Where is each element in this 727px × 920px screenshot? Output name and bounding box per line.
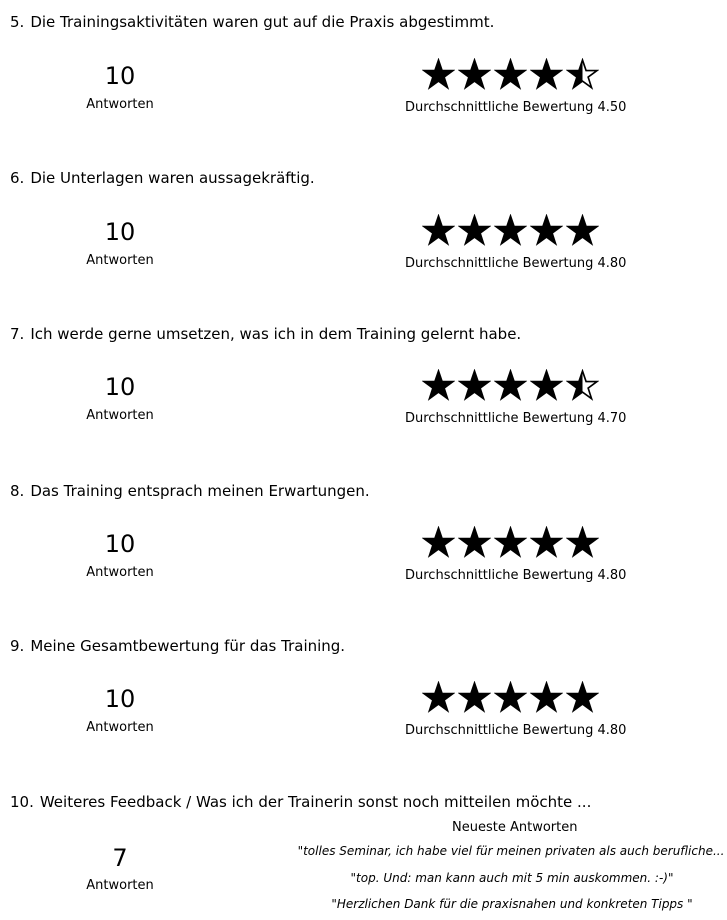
response-count-label: Antworten: [86, 408, 154, 423]
question-number: 6.: [10, 169, 25, 187]
response-count: 7: [112, 844, 128, 872]
response-count-label: Antworten: [86, 720, 154, 735]
star-icon: [422, 681, 455, 714]
star-icon: [530, 58, 563, 91]
response-count-label: Antworten: [86, 253, 154, 268]
star-rating: [422, 369, 599, 405]
star-icon: [458, 214, 491, 247]
star-icon: [494, 681, 527, 714]
response-count: 10: [104, 530, 136, 558]
star-rating: [422, 214, 599, 250]
question-text: Weiteres Feedback / Was ich der Trainerin sonst noch mitteilen möchte ...: [39, 793, 592, 811]
star-icon: [494, 526, 527, 559]
response-count: 10: [104, 62, 136, 90]
star-icon: [530, 526, 563, 559]
question-number: 9.: [10, 637, 25, 655]
question-text: Die Unterlagen waren aussagekräftig.: [30, 169, 315, 187]
question-text: Das Training entsprach meinen Erwartungen.: [30, 482, 370, 500]
question-number: 5.: [10, 13, 25, 31]
question-10: [10, 792, 591, 812]
half-star-icon: [566, 58, 599, 91]
half-star-icon: [566, 369, 599, 402]
question-9: [10, 636, 345, 656]
average-rating-label: Durchschnittliche Bewertung 4.70: [405, 411, 627, 426]
response-count-label: Antworten: [86, 565, 154, 580]
question-text: Ich werde gerne umsetzen, was ich in dem Training gelernt habe.: [30, 325, 522, 343]
feedback-comment: "top. Und: man kann auch mit 5 min auskommen. :-)": [350, 871, 674, 885]
response-count: 10: [104, 218, 136, 246]
star-icon: [458, 681, 491, 714]
star-icon: [566, 526, 599, 559]
response-count-label: Antworten: [86, 97, 154, 112]
star-icon: [530, 681, 563, 714]
star-icon: [566, 214, 599, 247]
question-number: 10.: [10, 793, 34, 811]
response-count-label: Antworten: [86, 878, 154, 893]
question-5: [10, 12, 494, 32]
feedback-comment: "Herzlichen Dank für die praxisnahen und konkreten Tipps ": [331, 897, 693, 911]
question-number: 7.: [10, 325, 25, 343]
star-icon: [422, 214, 455, 247]
question-number: 8.: [10, 482, 25, 500]
question-8: [10, 481, 370, 501]
question-text: Meine Gesamtbewertung für das Training.: [30, 637, 346, 655]
star-rating: [422, 681, 599, 717]
average-rating-label: Durchschnittliche Bewertung 4.80: [405, 256, 627, 271]
average-rating-label: Durchschnittliche Bewertung 4.80: [405, 723, 627, 738]
star-icon: [494, 58, 527, 91]
newest-responses-title: Neueste Antworten: [452, 820, 578, 835]
average-rating-label: Durchschnittliche Bewertung 4.50: [405, 100, 627, 115]
question-7: [10, 324, 521, 344]
star-icon: [530, 369, 563, 402]
star-icon: [494, 369, 527, 402]
star-icon: [422, 526, 455, 559]
feedback-comment: "tolles Seminar, ich habe viel für meinen privaten als auch berufliche...: [297, 844, 725, 858]
star-icon: [422, 369, 455, 402]
question-6: [10, 168, 315, 188]
average-rating-label: Durchschnittliche Bewertung 4.80: [405, 568, 627, 583]
star-icon: [422, 58, 455, 91]
star-icon: [458, 526, 491, 559]
response-count: 10: [104, 373, 136, 401]
star-rating: [422, 58, 599, 94]
response-count: 10: [104, 685, 136, 713]
star-icon: [530, 214, 563, 247]
star-rating: [422, 526, 599, 562]
star-icon: [494, 214, 527, 247]
question-text: Die Trainingsaktivitäten waren gut auf die Praxis abgestimmt.: [30, 13, 495, 31]
star-icon: [458, 58, 491, 91]
star-icon: [566, 681, 599, 714]
star-icon: [458, 369, 491, 402]
